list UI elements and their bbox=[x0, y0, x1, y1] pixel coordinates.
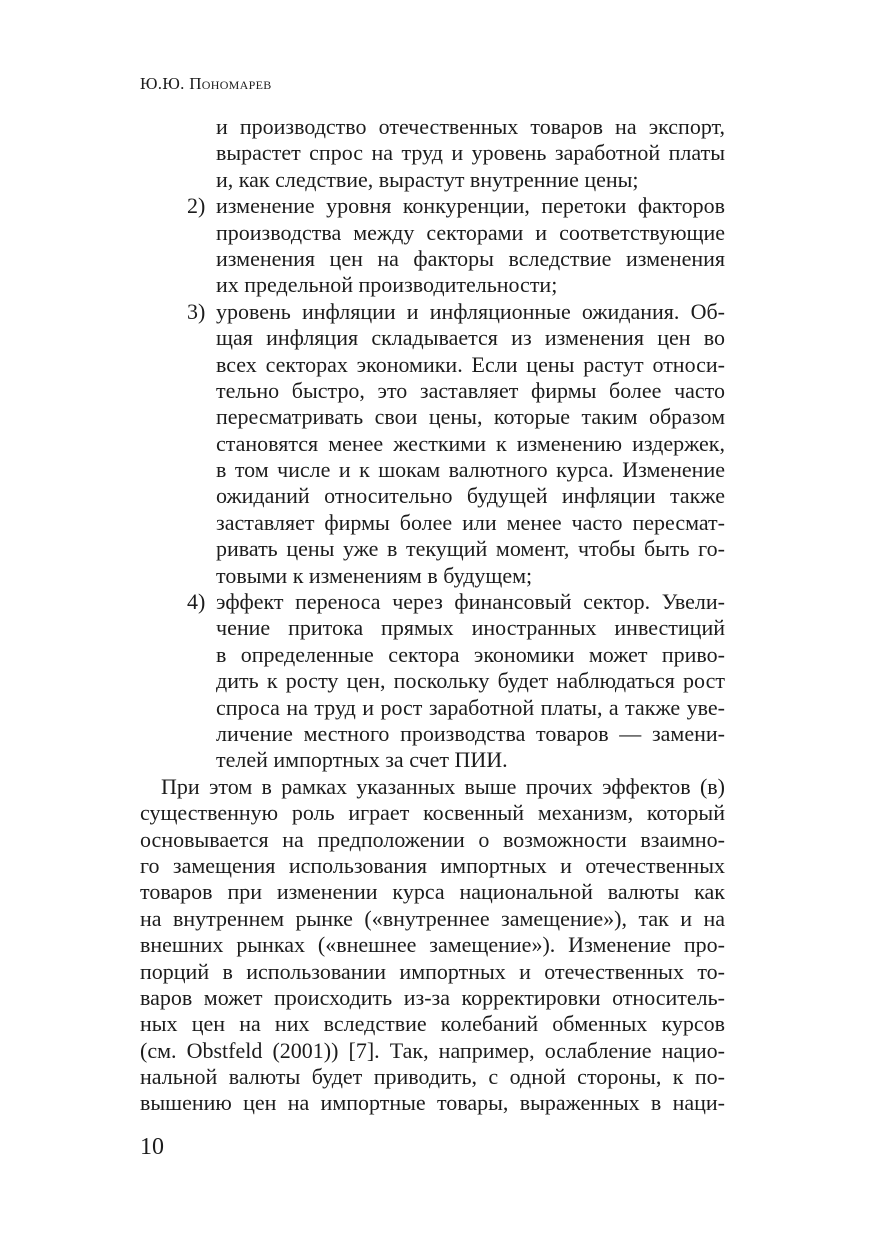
author-name: Ю.Ю. Пономарев bbox=[140, 74, 272, 93]
text-line: дить к росту цен, поскольку будет наблюдаться рост bbox=[216, 668, 725, 694]
text-line: изменение уровня конкуренции, перетоки факторов bbox=[216, 193, 725, 219]
list-item-continuation bbox=[140, 114, 725, 193]
text-line: вышению цен на импортные товары, выраженных в наци- bbox=[140, 1090, 725, 1116]
text-line: всех секторах экономики. Если цены растут относи- bbox=[216, 351, 725, 377]
text-line: и производство отечественных товаров на экспорт, bbox=[216, 114, 725, 139]
text-line: внешних рынках («внешнее замещение»). Изменение про- bbox=[140, 932, 725, 958]
list-item-number: 4) bbox=[187, 589, 206, 615]
text-line: телей импортных за счет ПИИ. bbox=[216, 747, 508, 773]
list-item-number: 3) bbox=[187, 298, 206, 324]
text-line: спроса на труд и рост заработной платы, а также уве- bbox=[216, 694, 725, 720]
text-line: чение притока прямых иностранных инвестиций bbox=[216, 615, 725, 641]
text-line: и, как следствие, вырастут внутренние цены; bbox=[216, 166, 639, 192]
text-line: ных цен на них вследствие колебаний обменных курсов bbox=[140, 1011, 725, 1037]
body-paragraph bbox=[140, 774, 725, 1117]
text-line: го замещения использования импортных и отечественных bbox=[140, 852, 725, 878]
text-line: на внутреннем рынке («внутреннее замещение»), так и на bbox=[140, 905, 725, 931]
text-line: тельно быстро, это заставляет фирмы более часто bbox=[216, 377, 725, 403]
list-item-number: 2) bbox=[187, 193, 206, 219]
text-line: нальной валюты будет приводить, с одной стороны, к по- bbox=[140, 1064, 725, 1090]
text-line: их предельной производительности; bbox=[216, 272, 558, 298]
list-item bbox=[140, 193, 725, 299]
page-body bbox=[140, 114, 725, 1117]
text-line: вырастет спрос на труд и уровень заработной платы bbox=[216, 140, 725, 166]
text-line: (см. Obstfeld (2001)) [7]. Так, например, ослабление нацио- bbox=[140, 1037, 725, 1063]
text-line: в определенные сектора экономики может приво- bbox=[216, 641, 725, 667]
text-line: заставляет фирмы более или менее часто пересмат- bbox=[216, 509, 725, 535]
text-line: пересматривать свои цены, которые таким образом bbox=[216, 404, 725, 430]
running-head-author bbox=[140, 74, 272, 94]
text-line: существенную роль играет косвенный механизм, который bbox=[140, 800, 725, 826]
text-line: основывается на предположении о возможности взаимно- bbox=[140, 826, 725, 852]
numbered-list bbox=[140, 193, 725, 774]
text-line: производства между секторами и соответствующие bbox=[216, 219, 725, 245]
text-line: становятся менее жесткими к изменению издержек, bbox=[216, 430, 725, 456]
text-line: порций в использовании импортных и отечественных то- bbox=[140, 958, 725, 984]
text-line: эффект переноса через финансовый сектор. Увели- bbox=[216, 589, 725, 615]
page-number: 10 bbox=[140, 1134, 164, 1160]
text-line: щая инфляция складывается из изменения цен во bbox=[216, 325, 725, 351]
text-line: товыми к изменениям в будущем; bbox=[216, 562, 533, 588]
text-line: ривать цены уже в текущий момент, чтобы быть го- bbox=[216, 536, 725, 562]
text-line: варов может происходить из-за корректировки относитель- bbox=[140, 984, 725, 1010]
text-line: При этом в рамках указанных выше прочих эффектов (в) bbox=[161, 773, 725, 799]
text-line: товаров при изменении курса национальной валюты как bbox=[140, 879, 725, 905]
text-line: личение местного производства товаров — замени- bbox=[216, 720, 725, 746]
list-item bbox=[140, 589, 725, 774]
text-line: изменения цен на факторы вследствие изменения bbox=[216, 245, 725, 271]
text-line: уровень инфляции и инфляционные ожидания. Об- bbox=[216, 298, 725, 324]
list-item bbox=[140, 299, 725, 589]
text-line: в том числе и к шокам валютного курса. Изменение bbox=[216, 457, 725, 483]
text-line: ожиданий относительно будущей инфляции также bbox=[216, 483, 725, 509]
